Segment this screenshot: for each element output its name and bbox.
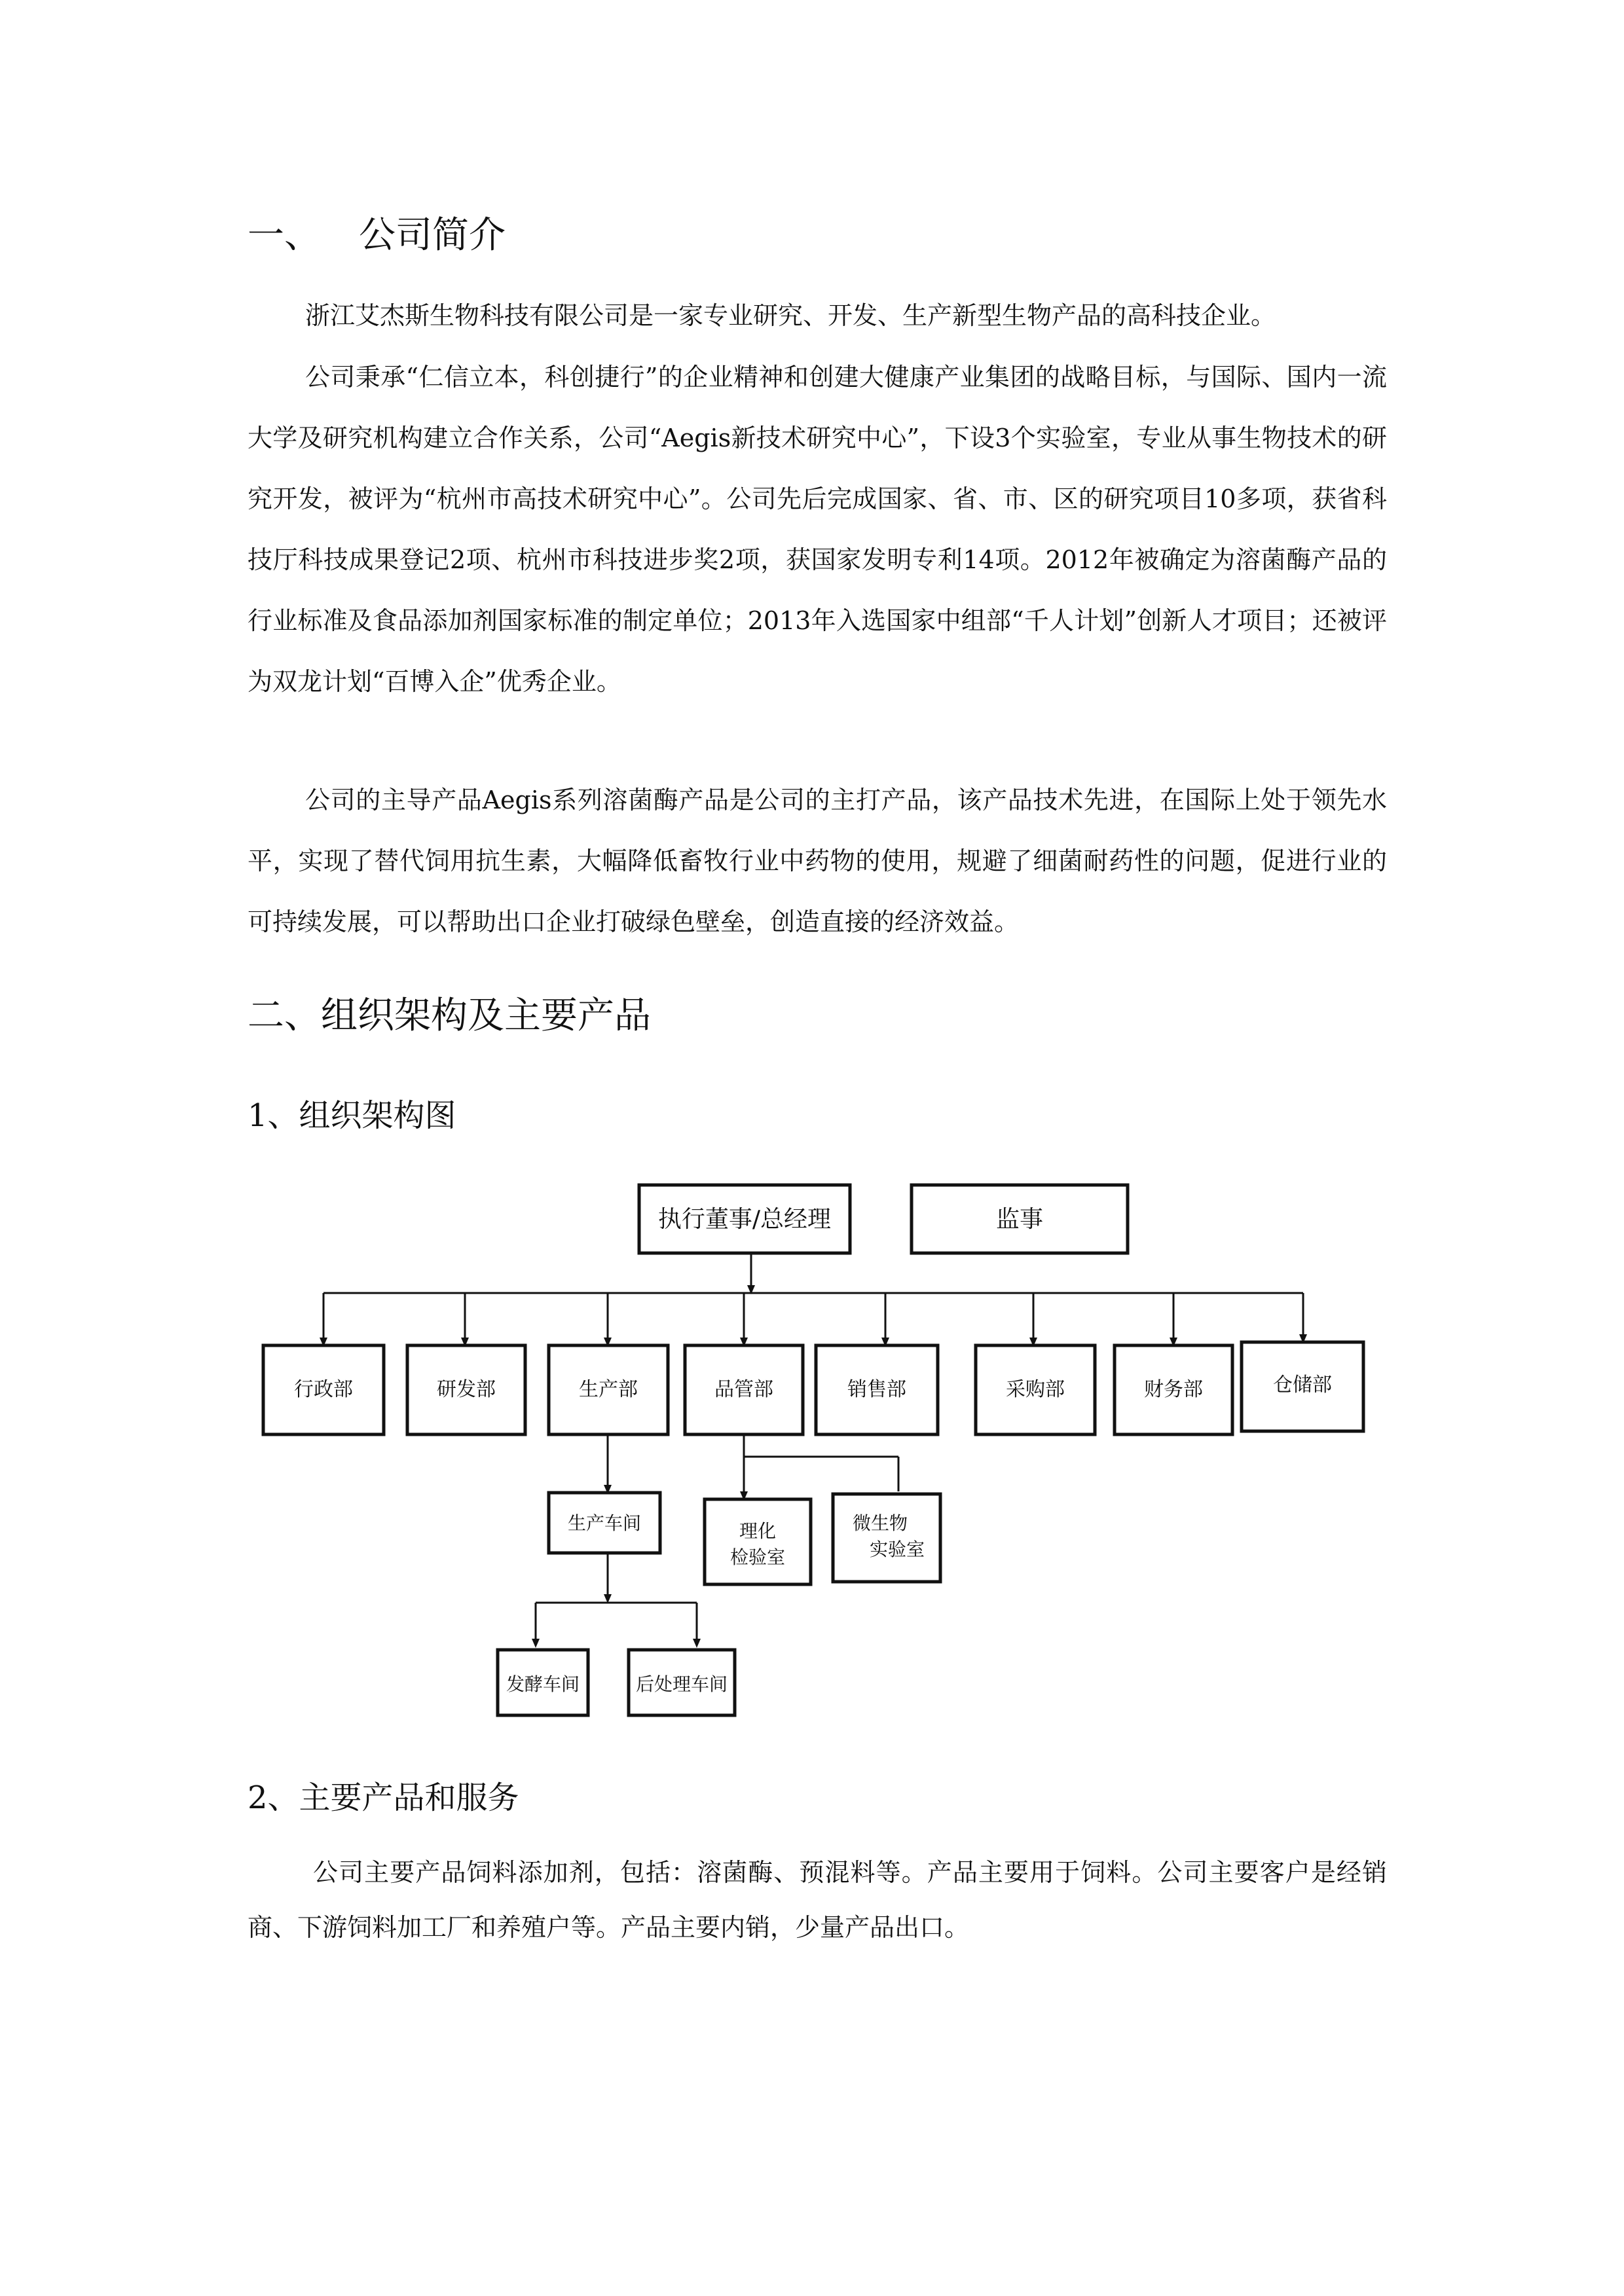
dept-label-admin: 行政部 [294, 1378, 353, 1401]
lab-physchem-line2: 检验室 [729, 1546, 786, 1568]
dept-label-quality: 品管部 [714, 1378, 773, 1401]
dept-label-purchasing: 采购部 [1006, 1378, 1065, 1401]
org-chart [0, 1159, 1624, 1816]
lab-micro-line2: 实验室 [869, 1539, 925, 1560]
org-chart-subtitle: 1、组织架构图 [248, 1097, 456, 1134]
section1-paragraph-1: 浙江艾杰斯生物科技有限公司是一家专业研究、开发、生产新型生物产品的高科技企业。 [305, 301, 1276, 330]
workshop-label: 生产车间 [567, 1512, 642, 1534]
supervisor-label: 监事 [995, 1206, 1044, 1233]
section1-title: 公司简介 [359, 214, 506, 257]
lab-physchem-line1: 理化 [739, 1520, 777, 1542]
dept-label-sales: 销售部 [847, 1378, 906, 1401]
dept-label-production: 生产部 [579, 1378, 638, 1401]
lab-box-physchem [705, 1499, 811, 1584]
dept-label-warehouse: 仓储部 [1273, 1374, 1332, 1396]
section1-paragraph-3: 公司的主导产品Aegis系列溶菌酶产品是公司的主打产品，该产品技术先进，在国际上处于领先水平，实现了替代饲用抗生素，大幅降低畜牧行业中药物的使用，规避了细菌耐药性的问题，促进行业的可持续发展，可以帮助出口企业打破绿色壁垒，创造直接的经济效益。 [248, 786, 1387, 936]
products-paragraph: 公司主要产品饲料添加剂，包括：溶菌酶、预混料等。产品主要用于饲料。公司主要客户是经销商、下游饲料加工厂和养殖户等。产品主要内销，少量产品出口。 [248, 1858, 1387, 1942]
postprocess-label: 后处理车间 [635, 1673, 728, 1695]
section2-title: 二、组织架构及主要产品 [248, 994, 651, 1037]
section1-paragraph-2: 公司秉承“仁信立本，科创捷行”的企业精神和创建大健康产业集团的战略目标，与国际、国内一流大学及研究机构建立合作关系，公司“Aegis新技术研究中心”，下设3个实验室，专业从事生物技术的研究开发，被评为“杭州市高技术研究中心”。公司先后完成国家、省、市、区的研究项目10多项，获省科技厅科技成果登记2项、杭州市科技进步奖2项，获国家发明专利14项。2012年被确定为溶菌酶产品的行业标准及食品添加剂国家标准的制定单位；2013年入选国家中组部“千人计划”创新人才项目；还被评为双龙计划“百博入企”优秀企业。 [248, 363, 1387, 696]
fermentation-label: 发酵车间 [506, 1673, 580, 1695]
dept-label-finance: 财务部 [1144, 1378, 1203, 1401]
ceo-label: 执行董事/总经理 [657, 1206, 832, 1233]
section1-heading [248, 214, 506, 257]
lab-micro-line1: 微生物 [852, 1512, 908, 1534]
products-subtitle: 2、主要产品和服务 [248, 1779, 519, 1816]
section1-number: 一、 [248, 214, 321, 257]
lab-box-micro [833, 1494, 940, 1582]
dept-label-rd: 研发部 [437, 1378, 496, 1401]
